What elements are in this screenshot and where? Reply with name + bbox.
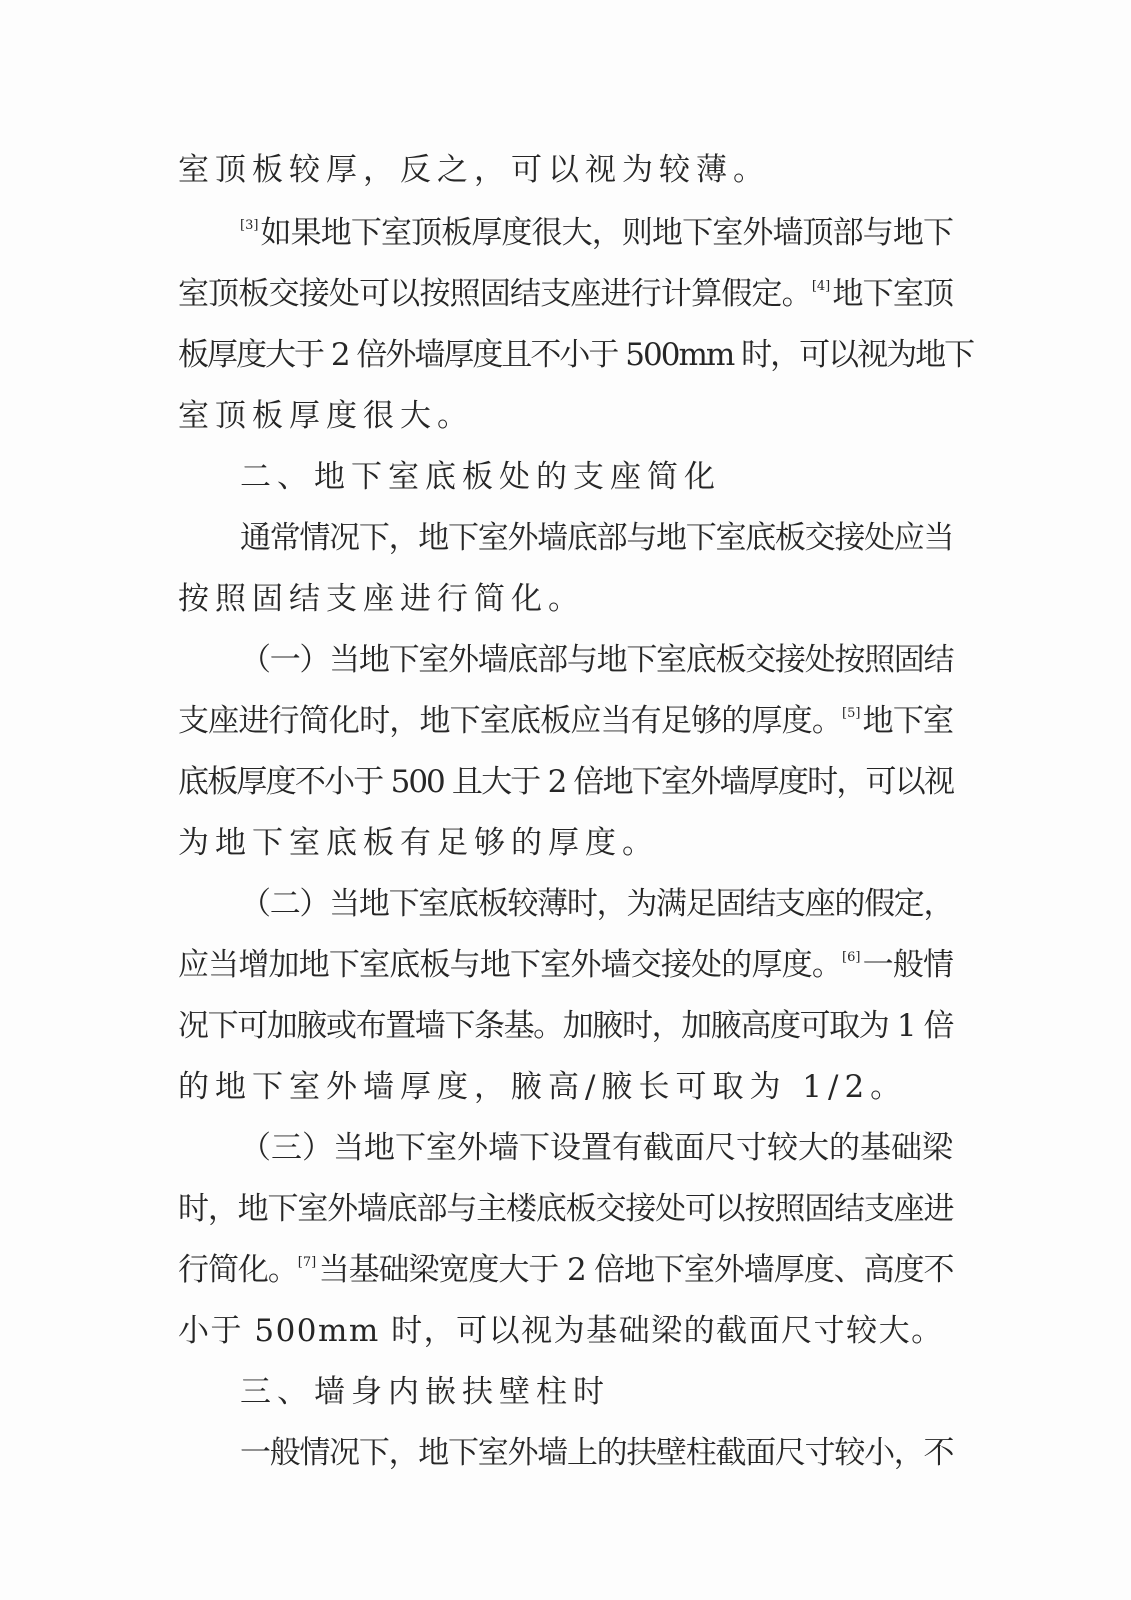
line-text: 小于 500mm 时，可以视为基础梁的截面尺寸较大。 [178,1313,944,1349]
paragraph-line [178,392,953,440]
paragraph-line [240,209,953,257]
paragraph-line [178,1246,953,1294]
paragraph-line [178,331,974,379]
paragraph-line [178,697,953,745]
line-text: 如果地下室顶板厚度很大，则地下室外墙顶部与地下 [260,215,953,251]
line-text: 当基础梁宽度大于 2 倍地下室外墙厚度、高度不 [318,1252,953,1288]
line-text: 室顶板交接处可以按照固结支座进行计算假定。 [178,276,812,312]
line-text: 的地下室外墙厚度，腋高/腋长可取为 1/2。 [178,1069,908,1105]
citation-ref: [3] [240,218,259,233]
paragraph-line [178,1185,953,1233]
line-text: 时，地下室外墙底部与主楼底板交接处可以按照固结支座进 [178,1191,953,1227]
line-text: 一般情况下，地下室外墙上的扶壁柱截面尺寸较小，不 [240,1435,953,1471]
paragraph-line [178,146,953,194]
paragraph-line [178,1063,953,1111]
paragraph-line [178,819,953,867]
line-text: 行简化。 [178,1252,298,1288]
paragraph-line [178,270,953,318]
paragraph-line [240,636,953,684]
line-text: 况下可加腋或布置墙下条基。加腋时，加腋高度可取为 1 倍 [178,1008,953,1044]
line-text: 板厚度大于 2 倍外墙厚度且不小于 500mm 时，可以视为地下 [178,337,974,373]
line-text: 二、地下室底板处的支座简化 [240,459,721,495]
paragraph-line [178,941,953,989]
line-text: 通常情况下，地下室外墙底部与地下室底板交接处应当 [240,520,953,556]
line-text: 室顶板较厚，反之，可以视为较薄。 [178,152,770,188]
paragraph-line [240,514,953,562]
line-text: 三、墙身内嵌扶壁柱时 [240,1374,610,1410]
line-text: （一）当地下室外墙底部与地下室底板交接处按照固结 [240,642,953,678]
line-text: 支座进行简化时，地下室底板应当有足够的厚度。 [178,703,843,739]
paragraph-line [178,1307,953,1355]
line-text: （三）当地下室外墙下设置有截面尺寸较大的基础梁 [240,1130,953,1166]
paragraph-line [240,880,953,928]
paragraph-line [240,1124,953,1172]
line-text: （二）当地下室底板较薄时，为满足固结支座的假定， [240,886,953,922]
citation-ref: [4] [811,279,831,294]
paragraph-line [178,1002,953,1050]
line-text: 底板厚度不小于 500 且大于 2 倍地下室外墙厚度时，可以视 [178,764,953,800]
section-heading [240,453,740,501]
line-text: 为地下室底板有足够的厚度。 [178,825,659,861]
paragraph-line [178,575,953,623]
line-text: 应当增加地下室底板与地下室外墙交接处的厚度。 [178,947,843,983]
paragraph-line [178,758,953,806]
line-text: 地下室顶 [832,276,953,312]
line-text: 一般情 [862,947,954,983]
citation-ref: [7] [297,1255,317,1270]
line-text: 按照固结支座进行简化。 [178,581,585,617]
line-text: 室顶板厚度很大。 [178,398,474,434]
citation-ref: [5] [842,706,861,721]
citation-ref: [6] [842,950,861,965]
section-heading [240,1368,740,1416]
paragraph-line [240,1429,953,1477]
line-text: 地下室 [862,703,954,739]
